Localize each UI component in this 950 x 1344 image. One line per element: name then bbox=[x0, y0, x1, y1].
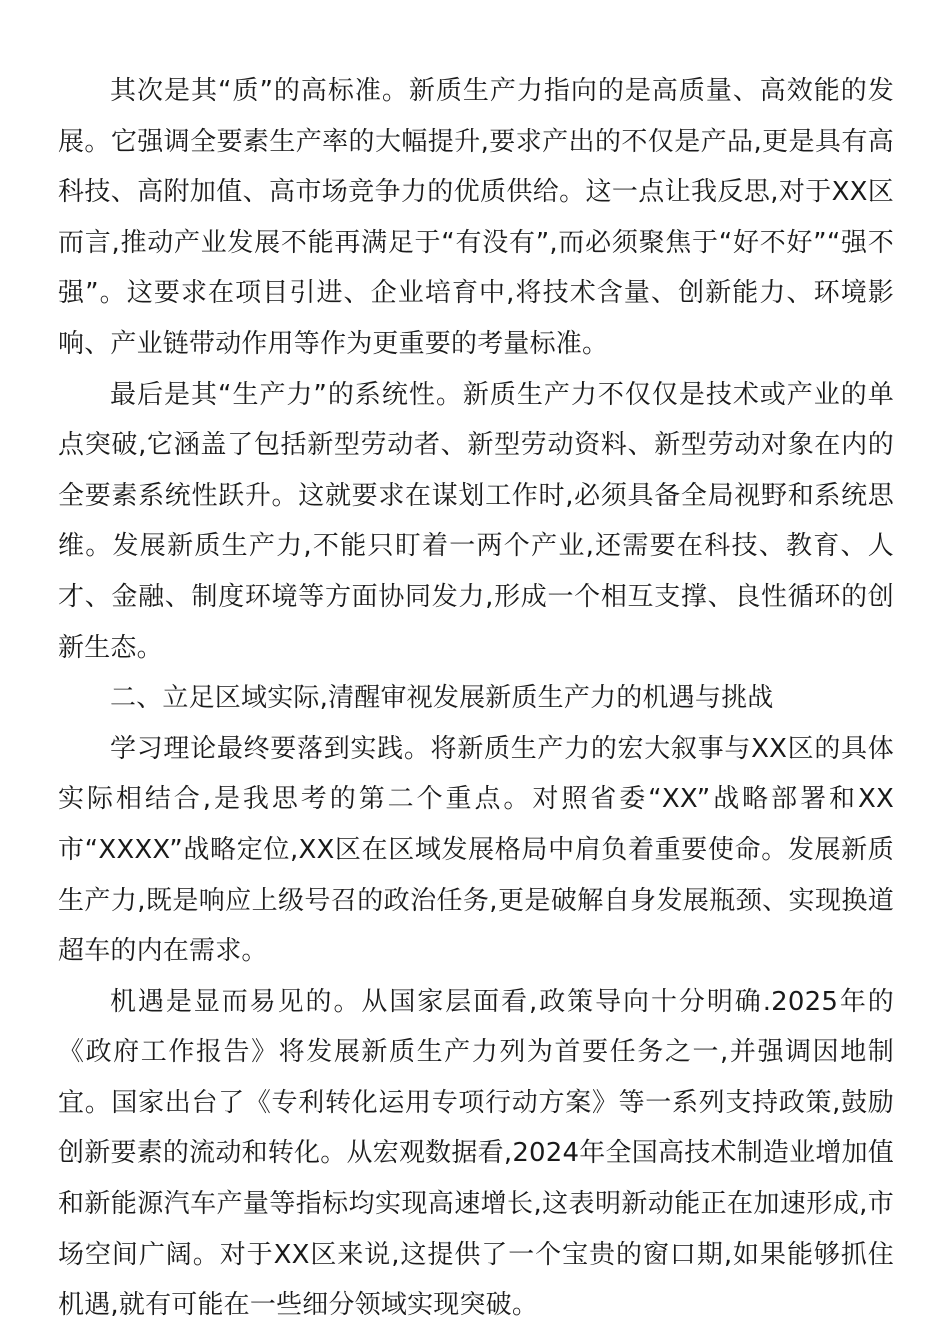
document-body bbox=[58, 66, 894, 1331]
section-heading-two: 二、立足区域实际,清醒审视发展新质生产力的机遇与挑战 bbox=[110, 683, 774, 714]
paragraph-theory-practice: 学习理论最终要落到实践。将新质生产力的宏大叙事与XX区的具体实际相结合,是我思考的第二个重点。对照省委“XX”战略部署和XX市“XXXX”战略定位,XX区在区域发展格局中肩负着重要使命。发展新质生产力,既是响应上级号召的政治任务,更是破解自身发展瓶颈、实现换道超车的内在需求。 bbox=[58, 733, 894, 967]
paragraph-opportunities: 机遇是显而易见的。从国家层面看,政策导向十分明确.2025年的《政府工作报告》将发展新质生产力列为首要任务之一,并强调因地制宜。国家出台了《专利转化运用专项行动方案》等一系列支持政策,鼓励创新要素的流动和转化。从宏观数据看,2024年全国高技术制造业增加值和新能源汽车产量等指标均实现高速增长,这表明新动能正在加速形成,市场空间广阔。对于XX区来说,这提供了一个宝贵的窗口期,如果能够抓住机遇,就有可能在一些细分领域实现突破。 bbox=[58, 986, 894, 1321]
paragraph-quality: 其次是其“质”的高标准。新质生产力指向的是高质量、高效能的发展。它强调全要素生产率的大幅提升,要求产出的不仅是产品,更是具有高科技、高附加值、高市场竞争力的优质供给。这一点让我反思,对于XX区而言,推动产业发展不能再满足于“有没有”,而必须聚焦于“好不好”“强不强”。这要求在项目引进、企业培育中,将技术含量、创新能力、环境影响、产业链带动作用等作为更重要的考量标准。 bbox=[58, 76, 894, 359]
paragraph-productivity-system: 最后是其“生产力”的系统性。新质生产力不仅仅是技术或产业的单点突破,它涵盖了包括新型劳动者、新型劳动资料、新型劳动对象在内的全要素系统性跃升。这就要求在谋划工作时,必须具备全局视野和系统思维。发展新质生产力,不能只盯着一两个产业,还需要在科技、教育、人才、金融、制度环境等方面协同发力,形成一个相互支撑、良性循环的创新生态。 bbox=[58, 379, 894, 663]
